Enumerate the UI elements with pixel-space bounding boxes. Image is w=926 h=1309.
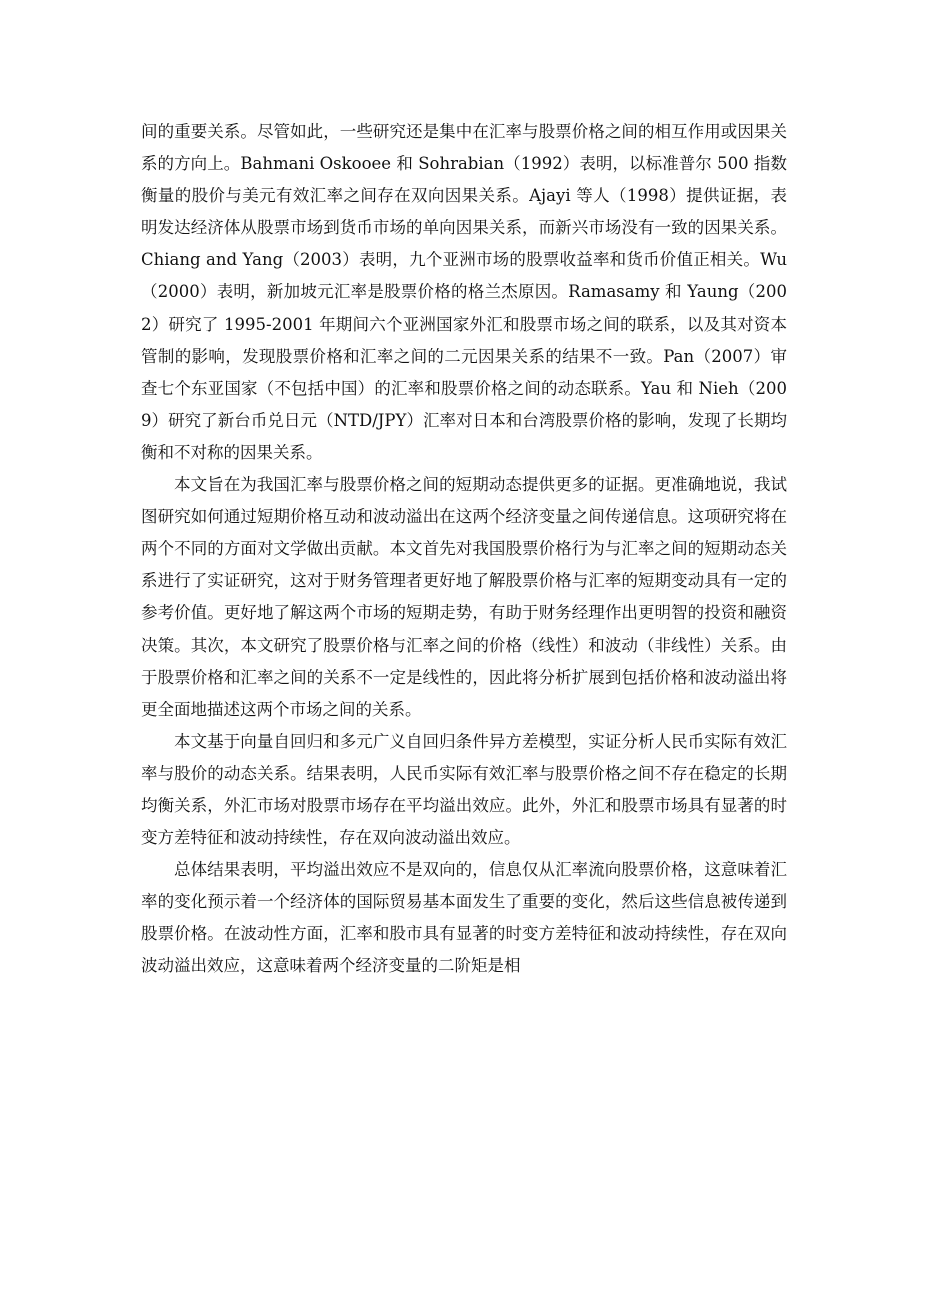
body-text: [141, 116, 787, 983]
paragraph-continuation: 间的重要关系。尽管如此，一些研究还是集中在汇率与股票价格之间的相互作用或因果关系的方向上。Bahmani Oskooee 和 Sohrabian（1992）表明，以标准普尔 500 指数衡量的股价与美元有效汇率之间存在双向因果关系。Ajayi 等人（1998）提供证据，表明发达经济体从股票市场到货币市场的单向因果关系，而新兴市场没有一致的因果关系。Chiang and Yang（2003）表明，九个亚洲市场的股票收益率和货币价值正相关。Wu（2000）表明，新加坡元汇率是股票价格的格兰杰原因。Ramasamy 和 Yaung（2002）研究了 1995-2001 年期间六个亚洲国家外汇和股票市场之间的联系，以及其对资本管制的影响，发现股票价格和汇率之间的二元因果关系的结果不一致。Pan（2007）审查七个东亚国家（不包括中国）的汇率和股票价格之间的动态联系。Yau 和 Nieh（2009）研究了新台币兑日元（NTD/JPY）汇率对日本和台湾股票价格的影响，发现了长期均衡和不对称的因果关系。: [141, 122, 787, 462]
paragraph-research-aim: 本文旨在为我国汇率与股票价格之间的短期动态提供更多的证据。更准确地说，我试图研究如何通过短期价格互动和波动溢出在这两个经济变量之间传递信息。这项研究将在两个不同的方面对文学做出贡献。本文首先对我国股票价格行为与汇率之间的短期动态关系进行了实证研究，这对于财务管理者更好地了解股票价格与汇率的短期变动具有一定的参考价值。更好地了解这两个市场的短期走势，有助于财务经理作出更明智的投资和融资决策。其次，本文研究了股票价格与汇率之间的价格（线性）和波动（非线性）关系。由于股票价格和汇率之间的关系不一定是线性的，因此将分析扩展到包括价格和波动溢出将更全面地描述这两个市场之间的关系。: [141, 475, 787, 719]
paragraph-model-results: 本文基于向量自回归和多元广义自回归条件异方差模型，实证分析人民币实际有效汇率与股价的动态关系。结果表明，人民币实际有效汇率与股票价格之间不存在稳定的长期均衡关系，外汇市场对股票市场存在平均溢出效应。此外，外汇和股票市场具有显著的时变方差特征和波动持续性，存在双向波动溢出效应。: [141, 731, 787, 848]
paragraph-overall-results: 总体结果表明，平均溢出效应不是双向的，信息仅从汇率流向股票价格，这意味着汇率的变化预示着一个经济体的国际贸易基本面发生了重要的变化，然后这些信息被传递到股票价格。在波动性方面，汇率和股市具有显著的时变方差特征和波动持续性，存在双向波动溢出效应，这意味着两个经济变量的二阶矩是相: [141, 860, 787, 976]
